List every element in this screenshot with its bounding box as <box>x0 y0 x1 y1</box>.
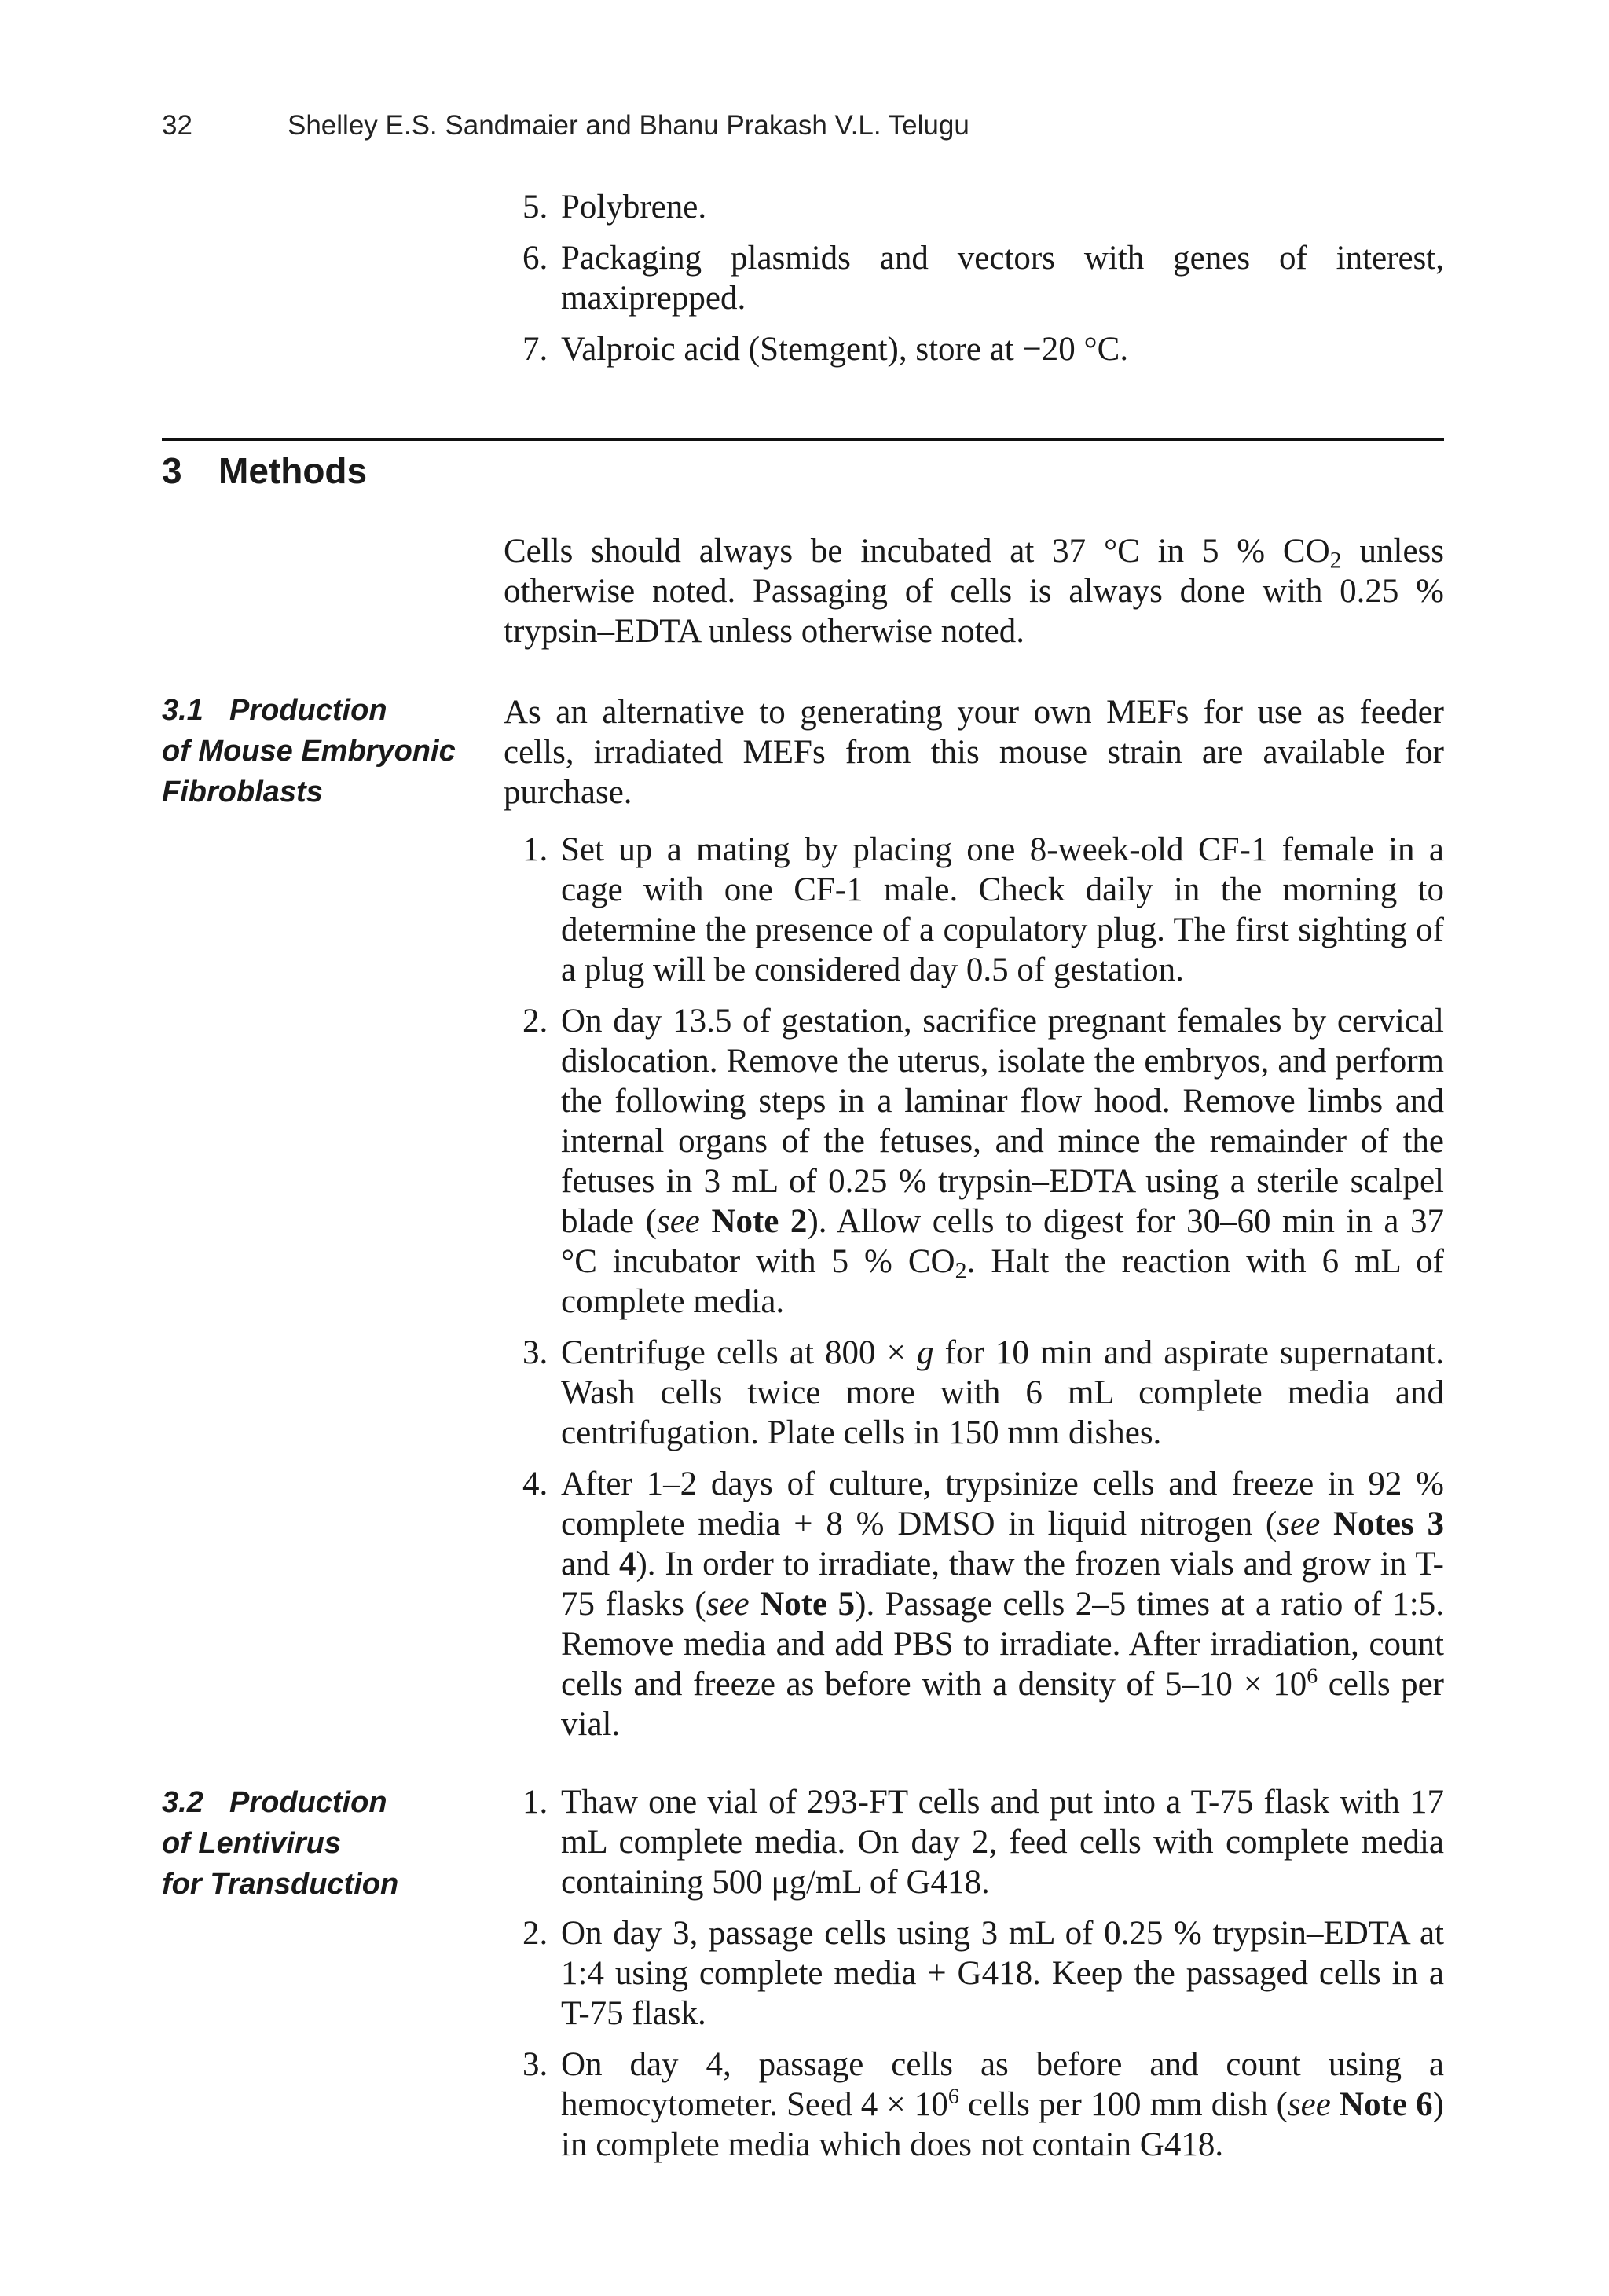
section-heading <box>162 449 367 492</box>
subsection-number: 3.1 <box>162 694 203 727</box>
section-title: Methods <box>218 450 368 491</box>
page-number: 32 <box>162 110 192 141</box>
subsection-number: 3.2 <box>162 1786 203 1819</box>
list-item: 4. After 1–2 days of culture, trypsinize cells and freeze in 92 % complete media + 8 % DMSO in liquid nitrogen (see Notes 3 and 4). In order to irradiate, thaw the frozen vials and grow in T-75 flasks (see Note 5). Passage cells 2–5 times at a ratio of 1:5. Remove media and add PBS to irradiate. After irradiation, count cells and freeze as before with a density of $5-10 \times 10^6$ cells per vial. <box>522 1465 1445 1743</box>
materials-list-continued <box>504 187 1444 369</box>
subsection-3-2-body <box>504 1782 1444 2165</box>
running-head-authors: Shelley E.S. Sandmaier and Bhanu Prakash V.L. Telugu <box>288 110 969 141</box>
list-item: 1. Thaw one vial of 293-FT cells and put into a T-75 flask with 17 mL complete media. On day 2, feed cells with complete media containing 500 μg/mL of G418. <box>522 1784 1444 1901</box>
list-item: 6. Packaging plasmids and vectors with genes of interest, maxiprepped. <box>522 240 1444 317</box>
intro-paragraph: Cells should always be incubated at 37 °C in 5 % $CO_2$ unless otherwise noted. Passaging of cells is always done with 0.25 % trypsin–EDTA unless otherwise noted. <box>504 533 1445 650</box>
list-item: 3. Centrifuge cells at 800 × g for 10 min and aspirate supernatant. Wash cells twice more with 6 mL complete media and centrifugation. Plate cells in 150 mm dishes. <box>522 1334 1445 1451</box>
list-item: 2. On day 3, passage cells using 3 mL of 0.25 % trypsin–EDTA at 1:4 using complete media + G418. Keep the passaged cells in a T-75 flask. <box>522 1915 1444 2032</box>
subsection-heading-3-1: 3.1 Production of Mouse Embryonic Fibroblasts <box>162 690 460 812</box>
subsection-heading-3-2: 3.2 Production of Lentivirus for Transduction <box>162 1782 460 1905</box>
section-number: 3 <box>162 450 182 491</box>
list-item: 7. Valproic acid (Stemgent), store at −20 °C. <box>522 331 1129 368</box>
list-item: 3. On day 4, passage cells as before and count using a hemocytometer. Seed $4 \times 10^6$ cells per 100 mm dish (see Note 6) in complete media which does not contain G418. <box>522 2046 1444 2163</box>
section-rule <box>162 438 1444 441</box>
running-header <box>162 110 969 141</box>
list-item: 1. Set up a mating by placing one 8-week-old CF-1 female in a cage with one CF-1 male. Check daily in the morning to determine the presence of a copulatory plug. The first sighting of a plug will be considered day 0.5 of gestation. <box>522 831 1444 988</box>
subsection-3-1-body <box>504 692 1444 1744</box>
list-item: 5. Polybrene. <box>522 189 707 226</box>
methods-intro <box>504 531 1444 651</box>
subsection-intro: As an alternative to generating your own MEFs for use as feeder cells, irradiated MEFs from this mouse strain are available for purchase. <box>504 694 1444 811</box>
list-item: 2. On day 13.5 of gestation, sacrifice pregnant females by cervical dislocation. Remove the uterus, isolate the embryos, and perform the following steps in a laminar flow hood. Remove limbs and internal organs of the fetuses, and mince the remainder of the fetuses in 3 mL of 0.25 % trypsin–EDTA using a sterile scalpel blade (see Note 2). Allow cells to digest for 30–60 min in a 37 °C incubator with 5 % $CO_2$. Halt the reaction with 6 mL of complete media. <box>522 1003 1445 1320</box>
